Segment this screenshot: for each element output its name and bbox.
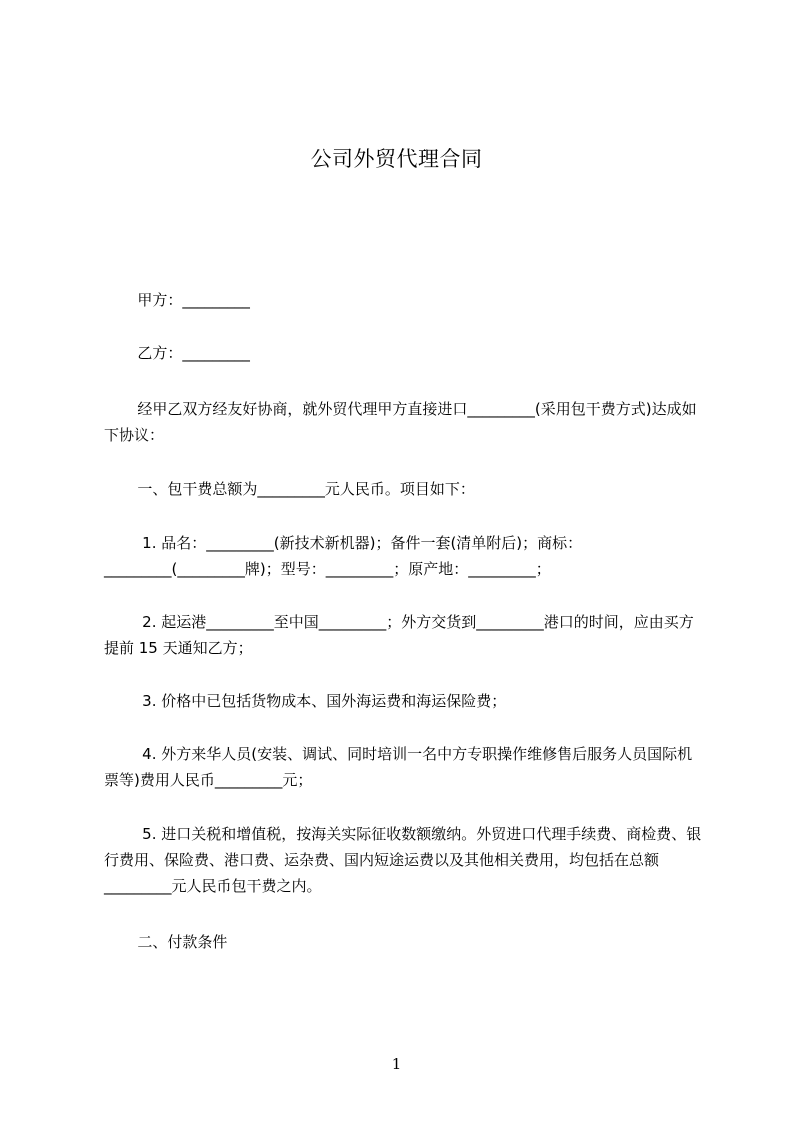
clause-3: 3. 价格中已包括货物成本、国外海运费和海运保险费；	[104, 692, 507, 710]
document-title: 公司外贸代理合同	[310, 147, 483, 171]
clause-5: 5. 进口关税和增值税，按海关实际征收数额缴纳。外贸进口代理手续费、商检费、银行费用、保险费、港口费、运杂费、国内短途运费以及其他相关费用，均包括在总额_________元人民币包干费之内。	[104, 825, 702, 895]
clause-1: 1. 品名：_________(新技术新机器)；备件一套(清单附后)；商标：_________(_________牌)；型号：_________；原产地：_________；	[104, 534, 583, 578]
party-a-line: 甲方：_________	[104, 291, 250, 309]
intro-paragraph: 经甲乙双方经友好协商，就外贸代理甲方直接进口_________(采用包干费方式)达成如下协议：	[104, 400, 697, 444]
clause-4: 4. 外方来华人员(安装、调试、同时培训一名中方专职操作维修售后服务人员国际机票等)费用人民币_________元；	[104, 745, 693, 789]
section-2-heading: 二、付款条件	[104, 933, 228, 951]
clause-2: 2. 起运港_________至中国_________；外方交货到_________港口的时间，应由买方提前 15 天通知乙方；	[104, 613, 694, 657]
page-number: 1	[391, 1055, 402, 1073]
party-b-line: 乙方：_________	[104, 344, 250, 362]
section-1-heading: 一、包干费总额为_________元人民币。项目如下：	[104, 480, 475, 498]
